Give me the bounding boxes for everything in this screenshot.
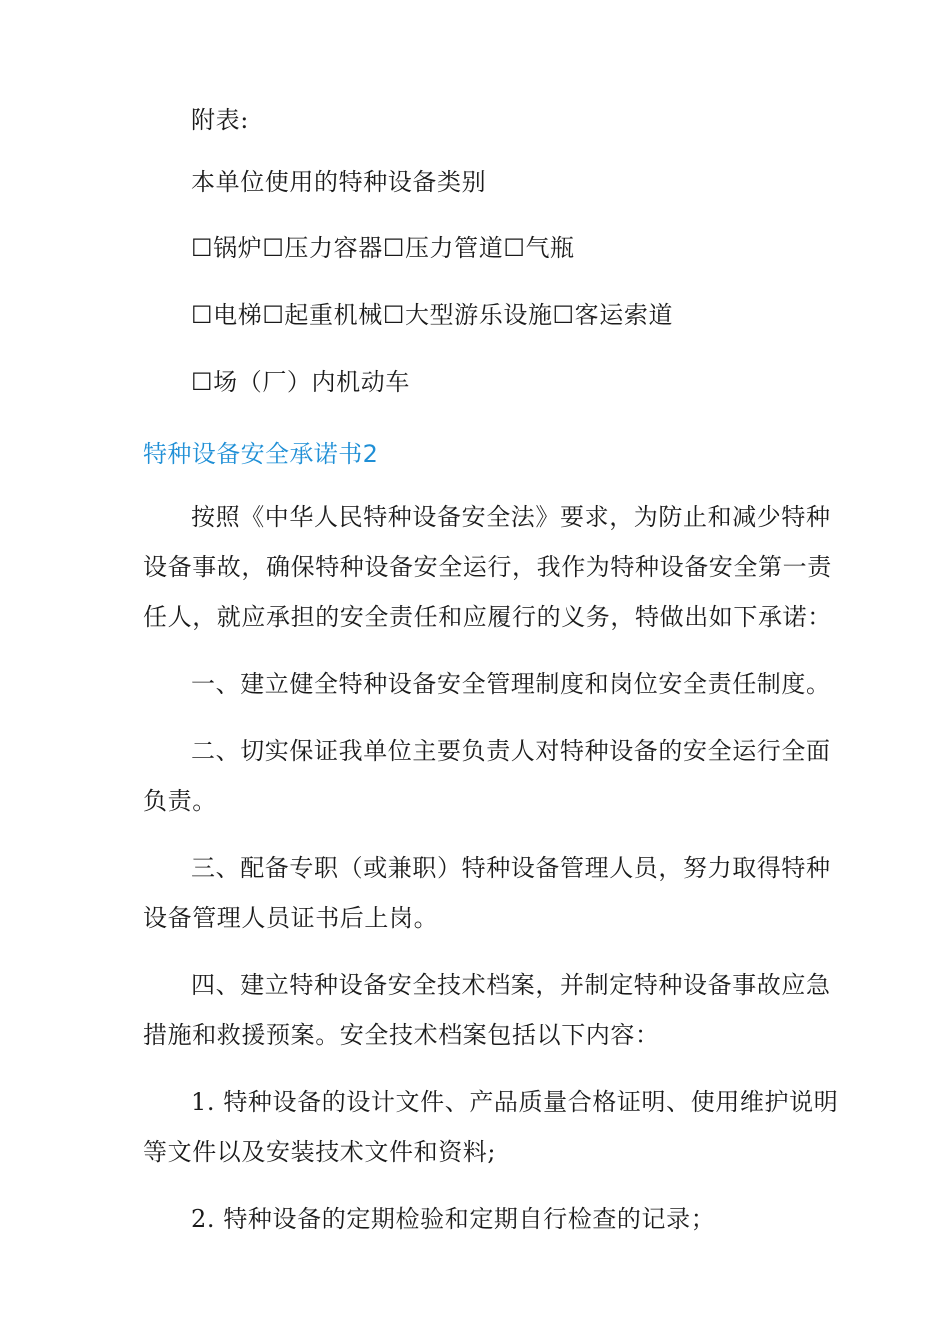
checkbox-row-2: ☐电梯☐起重机械☐大型游乐设施☐客运索道 bbox=[191, 301, 674, 329]
item-1: 一、建立健全特种设备安全管理制度和岗位安全责任制度。 bbox=[191, 670, 831, 698]
item-4-line-1: 四、建立特种设备安全技术档案，并制定特种设备事故应急 bbox=[191, 971, 831, 999]
checkbox-row-1: ☐锅炉☐压力容器☐压力管道☐气瓶 bbox=[191, 234, 575, 262]
section-heading: 特种设备安全承诺书2 bbox=[143, 440, 379, 468]
item-2-line-2: 负责。 bbox=[143, 787, 217, 815]
checkbox-row-3: ☐场（厂）内机动车 bbox=[191, 368, 410, 396]
intro-line-2: 设备事故，确保特种设备安全运行，我作为特种设备安全第一责 bbox=[143, 553, 832, 581]
item-3-line-2: 设备管理人员证书后上岗。 bbox=[143, 904, 439, 932]
item-3-line-1: 三、配备专职（或兼职）特种设备管理人员，努力取得特种 bbox=[191, 854, 831, 882]
sub-item-2: 2. 特种设备的定期检验和定期自行检查的记录； bbox=[191, 1205, 716, 1233]
intro-line-1: 按照《中华人民特种设备安全法》要求，为防止和减少特种 bbox=[191, 503, 831, 531]
item-4-line-2: 措施和救援预案。安全技术档案包括以下内容： bbox=[143, 1021, 660, 1049]
item-2-line-1: 二、切实保证我单位主要负责人对特种设备的安全运行全面 bbox=[191, 737, 831, 765]
sub-item-1-line-2: 等文件以及安装技术文件和资料; bbox=[143, 1138, 497, 1166]
intro-line-3: 任人，就应承担的安全责任和应履行的义务，特做出如下承诺： bbox=[143, 603, 832, 631]
equipment-category-title: 本单位使用的特种设备类别 bbox=[191, 168, 487, 196]
attachment-label: 附表: bbox=[191, 106, 249, 134]
sub-item-1-line-1: 1. 特种设备的设计文件、产品质量合格证明、使用维护说明 bbox=[191, 1088, 839, 1116]
